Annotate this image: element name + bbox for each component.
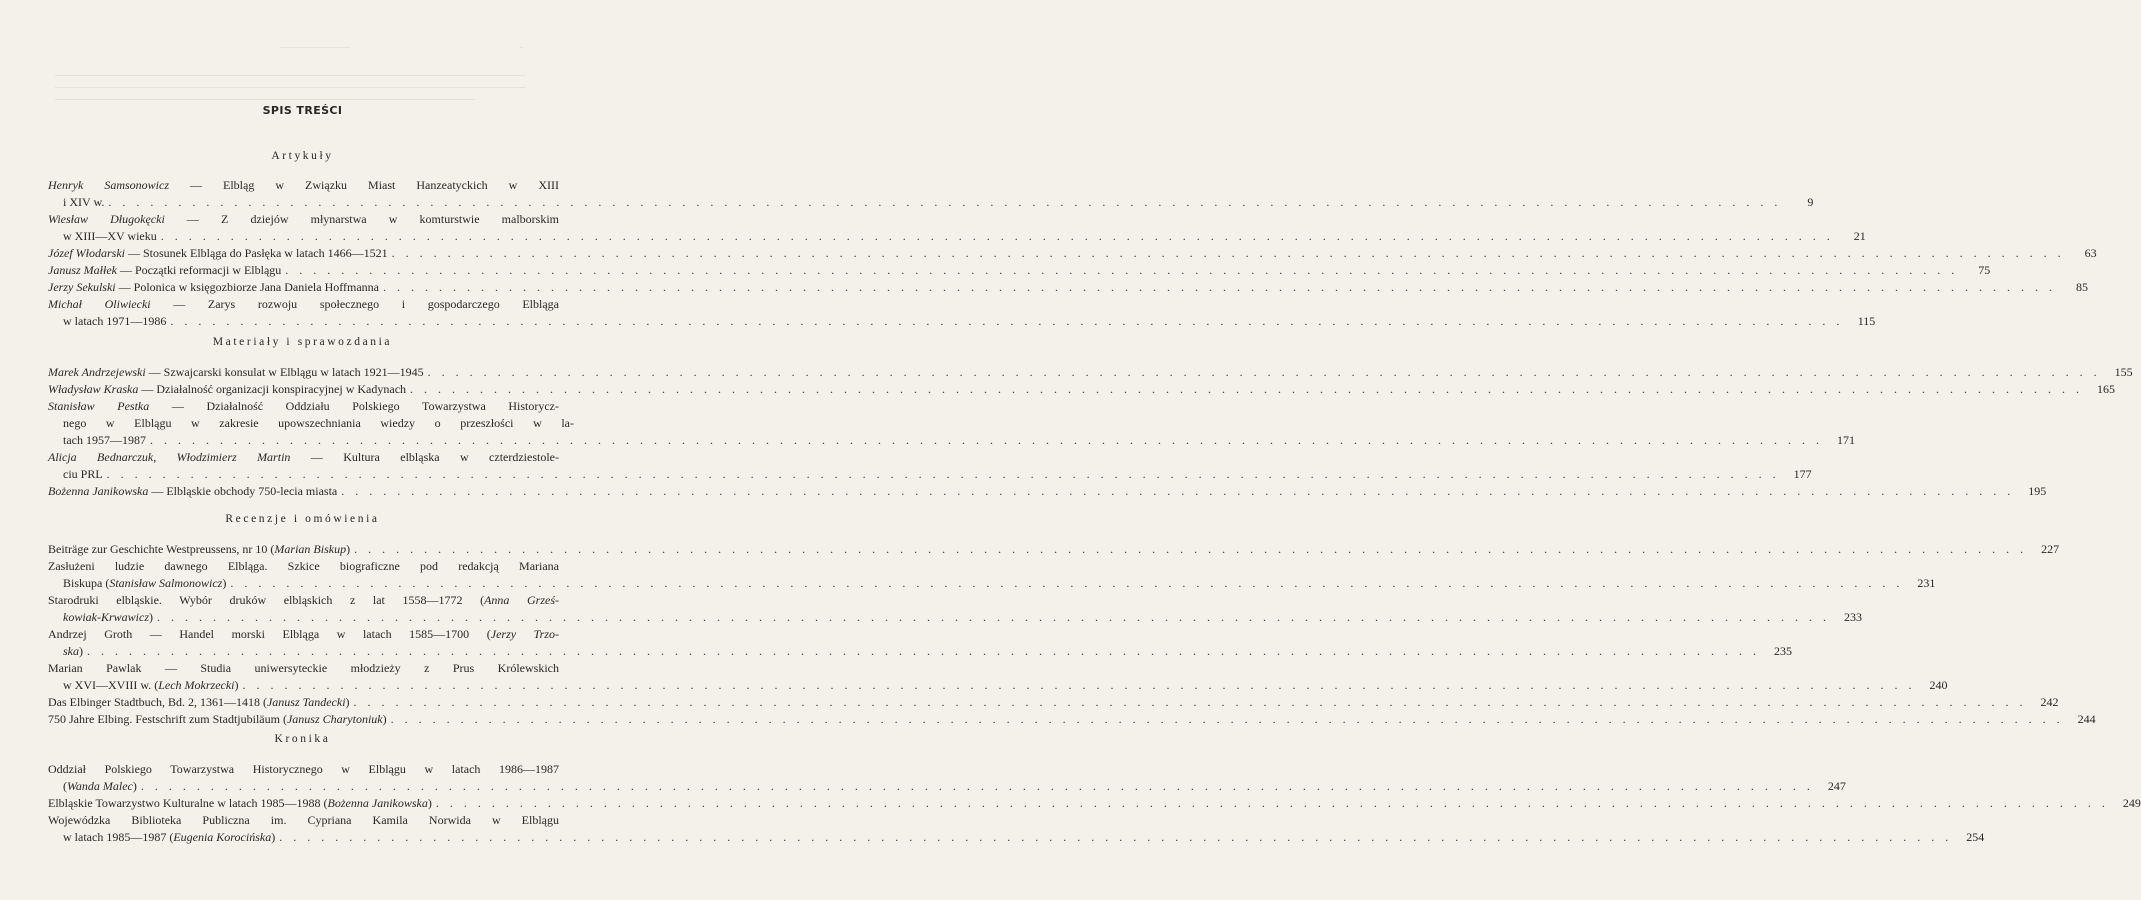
leader-dots: . . . . . . . . . . . . . . . . . . . . . . . . . . . . . . . . . . . . . . . . . . . . . . . . . . . . . . . . . . . . . . . . . . . . . . . . . . . . . . . . . . . . . . . . . . . . . . . . . . . . . . . . . . . . . . . . . . . . . . . . bbox=[285, 263, 1959, 277]
page-number: 177 bbox=[1793, 467, 1812, 481]
toc-entry-line bbox=[48, 558, 559, 575]
entry-text: ciu PRL bbox=[63, 467, 103, 481]
toc-entry-line bbox=[48, 415, 574, 432]
toc-entry-line bbox=[48, 592, 559, 609]
toc-entry-line bbox=[48, 228, 1866, 245]
entry-text: w latach 1971—1986 bbox=[63, 314, 167, 328]
entry-text: Starodruki elbląskie. Wybór druków elbląskich z lat 1558—1772 (Anna Grześ- bbox=[48, 593, 559, 607]
page-number: 75 bbox=[1978, 263, 1991, 277]
entry-text: tach 1957—1987 bbox=[63, 433, 146, 447]
leader-dots: . . . . . . . . . . . . . . . . . . . . . . . . . . . . . . . . . . . . . . . . . . . . . . . . . . . . . . . . . . . . . . . . . . . . . . . . . . . . . . . . . . . . . . . . . . . . . . . . . . . . . . . . . . . . . . . . . . . . . . . . bbox=[353, 695, 2027, 709]
leader-dots: . . . . . . . . . . . . . . . . . . . . . . . . . . . . . . . . . . . . . . . . . . . . . . . . . . . . . . . . . . . . . . . . . . . . . . . . . . . . . . . . . . . . . . . . . . . . . . . . . . . . . . . . . . . . . . . . . . . . . . . . bbox=[383, 280, 2057, 294]
entry-text: Jerzy Sekulski — Polonica w księgozbiorze Jana Daniela Hoffmanna bbox=[48, 280, 380, 294]
entry-text: (Wanda Malec) bbox=[63, 779, 137, 793]
toc-entry-line bbox=[48, 711, 2096, 728]
toc-entry-line bbox=[48, 296, 559, 313]
leader-dots: . . . . . . . . . . . . . . . . . . . . . . . . . . . . . . . . . . . . . . . . . . . . . . . . . . . . . . . . . . . . . . . . . . . . . . . . . . . . . . . . . . . . . . . . . . . . . . . . . . . . . . . . . . . . . . . . . . . . . . . . bbox=[391, 246, 2065, 260]
leader-dots: . . . . . . . . . . . . . . . . . . . . . . . . . . . . . . . . . . . . . . . . . . . . . . . . . . . . . . . . . . . . . . . . . . . . . . . . . . . . . . . . . . . . . . . . . . . . . . . . . . . . . . . . . . . . . . . . . . . . . . . . bbox=[160, 229, 1834, 243]
entry-text: w XIII—XV wieku bbox=[63, 229, 157, 243]
leader-dots: . . . . . . . . . . . . . . . . . . . . . . . . . . . . . . . . . . . . . . . . . . . . . . . . . . . . . . . . . . . . . . . . . . . . . . . . . . . . . . . . . . . . . . . . . . . . . . . . . . . . . . . . . . . . . . . . . . . . . . . . bbox=[435, 796, 2109, 810]
entry-text: Henryk Samsonowicz — Elbląg w Związku Miast Hanzeatyckich w XIII bbox=[48, 178, 560, 192]
entry-text: w XVI—XVIII w. (Lech Mokrzecki) bbox=[63, 678, 239, 692]
entry-text: ska) bbox=[63, 644, 83, 658]
toc-entry-line bbox=[48, 795, 2141, 812]
page-number: 242 bbox=[2040, 695, 2059, 709]
entry-text: Wiesław Długokęcki — Z dziejów młynarstwa w komturstwie malborskim bbox=[48, 212, 560, 226]
toc-entry-line bbox=[48, 778, 1846, 795]
toc-entry-line bbox=[48, 829, 1985, 846]
toc-entry-line bbox=[48, 660, 559, 677]
leader-dots: . . . . . . . . . . . . . . . . . . . . . . . . . . . . . . . . . . . . . . . . . . . . . . . . . . . . . . . . . . . . . . . . . . . . . . . . . . . . . . . . . . . . . . . . . . . . . . . . . . . . . . . . . . . . . . . . . . . . . . . . bbox=[106, 467, 1780, 481]
entry-text: Oddział Polskiego Towarzystwa Historycznego w Elblągu w latach 1986—1987 bbox=[48, 762, 559, 776]
leader-dots: . . . . . . . . . . . . . . . . . . . . . . . . . . . . . . . . . . . . . . . . . . . . . . . . . . . . . . . . . . . . . . . . . . . . . . . . . . . . . . . . . . . . . . . . . . . . . . . . . . . . . . . . . . . . . . . . . . . . . . . . bbox=[108, 195, 1782, 209]
page-number: 115 bbox=[1857, 314, 1876, 328]
toc-entry-line bbox=[48, 211, 559, 228]
page-number: 171 bbox=[1837, 433, 1855, 447]
page-title: SPIS TREŚCI bbox=[262, 104, 343, 117]
leader-dots: . . . . . . . . . . . . . . . . . . . . . . . . . . . . . . . . . . . . . . . . . . . . . . . . . . . . . . . . . . . . . . . . . . . . . . . . . . . . . . . . . . . . . . . . . . . . . . . . . . . . . . . . . . . . . . . . . . . . . . . . bbox=[390, 712, 2064, 726]
toc-entry-line bbox=[48, 541, 2060, 558]
leader-dots: . . . . . . . . . . . . . . . . . . . . . . . . . . . . . . . . . . . . . . . . . . . . . . . . . . . . . . . . . . . . . . . . . . . . . . . . . . . . . . . . . . . . . . . . . . . . . . . . . . . . . . . . . . . . . . . . . . . . . . . . bbox=[341, 484, 2015, 498]
toc-entry-line bbox=[48, 279, 2089, 296]
leader-dots: . . . . . . . . . . . . . . . . . . . . . . . . . . . . . . . . . . . . . . . . . . . . . . . . . . . . . . . . . . . . . . . . . . . . . . . . . . . . . . . . . . . . . . . . . . . . . . . . . . . . . . . . . . . . . . . . . . . . . . . . bbox=[427, 365, 2101, 379]
page-number: 155 bbox=[2114, 365, 2133, 379]
toc-entry-line bbox=[48, 761, 559, 778]
entry-text: Marek Andrzejewski — Szwajcarski konsulat w Elblągu w latach 1921—1945 bbox=[48, 365, 424, 379]
leader-dots: . . . . . . . . . . . . . . . . . . . . . . . . . . . . . . . . . . . . . . . . . . . . . . . . . . . . . . . . . . . . . . . . . . . . . . . . . . . . . . . . . . . . . . . . . . . . . . . . . . . . . . . . . . . . . . . . . . . . . . . . bbox=[354, 542, 2028, 556]
toc-entry-line bbox=[48, 245, 2097, 262]
entry-text: Michał Oliwiecki — Zarys rozwoju społecznego i gospodarczego Elbląga bbox=[48, 297, 559, 311]
entry-text: nego w Elblągu w zakresie upowszechniania wiedzy o przeszłości w la- bbox=[63, 416, 574, 430]
leader-dots: . . . . . . . . . . . . . . . . . . . . . . . . . . . . . . . . . . . . . . . . . . . . . . . . . . . . . . . . . . . . . . . . . . . . . . . . . . . . . . . . . . . . . . . . . . . . . . . . . . . . . . . . . . . . . . . . . . . . . . . . bbox=[150, 433, 1823, 447]
section-heading: Kronika bbox=[274, 733, 331, 745]
page-number: 85 bbox=[2076, 280, 2089, 294]
entry-text: Alicja Bednarczuk, Włodzimierz Martin — Kultura elbląska w czterdziestole- bbox=[48, 450, 560, 464]
leader-dots: . . . . . . . . . . . . . . . . . . . . . . . . . . . . . . . . . . . . . . . . . . . . . . . . . . . . . . . . . . . . . . . . . . . . . . . . . . . . . . . . . . . . . . . . . . . . . . . . . . . . . . . . . . . . . . . . . . . . . . . . bbox=[410, 382, 2084, 396]
bleed-through-text bbox=[0, 0, 605, 110]
leader-dots: . . . . . . . . . . . . . . . . . . . . . . . . . . . . . . . . . . . . . . . . . . . . . . . . . . . . . . . . . . . . . . . . . . . . . . . . . . . . . . . . . . . . . . . . . . . . . . . . . . . . . . . . . . . . . . . . . . . . . . . . bbox=[140, 779, 1814, 793]
toc-entry-line bbox=[48, 609, 1862, 626]
page-number: 231 bbox=[1917, 576, 1936, 590]
toc-entry-line bbox=[48, 432, 1855, 449]
toc-entry-line bbox=[48, 626, 559, 643]
leader-dots: . . . . . . . . . . . . . . . . . . . . . . . . . . . . . . . . . . . . . . . . . . . . . . . . . . . . . . . . . . . . . . . . . . . . . . . . . . . . . . . . . . . . . . . . . . . . . . . . . . . . . . . . . . . . . . . . . . . . . . . . bbox=[157, 610, 1830, 624]
page-number: 227 bbox=[2041, 542, 2060, 556]
section-heading: Artykuły bbox=[271, 150, 334, 162]
page-number: 21 bbox=[1853, 229, 1866, 243]
toc-entry-line bbox=[48, 313, 1876, 330]
entry-text: Marian Pawlak — Studia uniwersyteckie młodzieży z Prus Królewskich bbox=[48, 661, 559, 675]
toc-entry-line bbox=[48, 262, 1991, 279]
entry-text: Józef Włodarski — Stosunek Elbląga do Pasłęka w latach 1466—1521 bbox=[48, 246, 388, 260]
page-number: 249 bbox=[2122, 796, 2141, 810]
section-heading: Recenzje i omówienia bbox=[225, 513, 380, 525]
toc-entry-line bbox=[48, 364, 2133, 381]
entry-text: kowiak-Krwawicz) bbox=[63, 610, 153, 624]
toc-entry-line bbox=[48, 466, 1812, 483]
entry-text: Biskupa (Stanisław Salmonowicz) bbox=[63, 576, 227, 590]
entry-text: Elbląskie Towarzystwo Kulturalne w latach 1985—1988 (Bożenna Janikowska) bbox=[48, 796, 432, 810]
toc-entry-line bbox=[48, 398, 559, 415]
page-number: 9 bbox=[1807, 195, 1814, 209]
page-number: 247 bbox=[1827, 779, 1846, 793]
page-number: 63 bbox=[2084, 246, 2097, 260]
leader-dots: . . . . . . . . . . . . . . . . . . . . . . . . . . . . . . . . . . . . . . . . . . . . . . . . . . . . . . . . . . . . . . . . . . . . . . . . . . . . . . . . . . . . . . . . . . . . . . . . . . . . . . . . . . . . . . . . . . . . . . . . bbox=[279, 830, 1953, 844]
toc-entry-line bbox=[48, 575, 1936, 592]
page-number: 235 bbox=[1774, 644, 1792, 658]
leader-dots: . . . . . . . . . . . . . . . . . . . . . . . . . . . . . . . . . . . . . . . . . . . . . . . . . . . . . . . . . . . . . . . . . . . . . . . . . . . . . . . . . . . . . . . . . . . . . . . . . . . . . . . . . . . . . . . . . . . . . . . . bbox=[87, 644, 1760, 658]
toc-entry-line bbox=[48, 177, 559, 194]
entry-text: Andrzej Groth — Handel morski Elbląga w latach 1585—1700 (Jerzy Trzo- bbox=[48, 627, 560, 641]
entry-text: Zasłużeni ludzie dawnego Elbląga. Szkice biograficzne pod redakcją Mariana bbox=[48, 559, 559, 573]
page-number: 254 bbox=[1966, 830, 1985, 844]
toc-entry-line bbox=[48, 812, 559, 829]
entry-text: Władysław Kraska — Działalność organizacji konspiracyjnej w Kadynach bbox=[48, 382, 407, 396]
page-number: 233 bbox=[1844, 610, 1862, 624]
toc-entry-line bbox=[48, 643, 1792, 660]
toc-entry-line bbox=[48, 194, 1814, 211]
leader-dots: . . . . . . . . . . . . . . . . . . . . . . . . . . . . . . . . . . . . . . . . . . . . . . . . . . . . . . . . . . . . . . . . . . . . . . . . . . . . . . . . . . . . . . . . . . . . . . . . . . . . . . . . . . . . . . . . . . . . . . . . bbox=[242, 678, 1916, 692]
toc-entry-line bbox=[48, 449, 559, 466]
toc-entry-line bbox=[48, 381, 2116, 398]
entry-text: Wojewódzka Biblioteka Publiczna im. Cypriana Kamila Norwida w Elblągu bbox=[48, 813, 559, 827]
toc-entry-line bbox=[48, 483, 2047, 500]
entry-text: Das Elbinger Stadtbuch, Bd. 2, 1361—1418 (Janusz Tandecki) bbox=[48, 695, 350, 709]
entry-text: Beiträge zur Geschichte Westpreussens, nr 10 (Marian Biskup) bbox=[48, 542, 351, 556]
entry-text: 750 Jahre Elbing. Festschrift zum Stadtjubiläum (Janusz Charytoniuk) bbox=[48, 712, 387, 726]
entry-text: Stanisław Pestka — Działalność Oddziału Polskiego Towarzystwa Historycz- bbox=[48, 399, 560, 413]
toc-entry-line bbox=[48, 694, 2059, 711]
page-number: 165 bbox=[2097, 382, 2116, 396]
page-number: 240 bbox=[1929, 678, 1948, 692]
toc-entry-line bbox=[48, 677, 1948, 694]
leader-dots: . . . . . . . . . . . . . . . . . . . . . . . . . . . . . . . . . . . . . . . . . . . . . . . . . . . . . . . . . . . . . . . . . . . . . . . . . . . . . . . . . . . . . . . . . . . . . . . . . . . . . . . . . . . . . . . . . . . . . . . . bbox=[170, 314, 1844, 328]
entry-text: i XIV w. bbox=[63, 195, 105, 209]
entry-text: Bożenna Janikowska — Elbląskie obchody 750-lecia miasta bbox=[48, 484, 338, 498]
page-number: 195 bbox=[2028, 484, 2047, 498]
section-heading: Materiały i sprawozdania bbox=[212, 336, 393, 348]
entry-text: w latach 1985—1987 (Eugenia Korocińska) bbox=[63, 830, 276, 844]
entry-text: Janusz Małłek — Początki reformacji w Elblągu bbox=[48, 263, 282, 277]
leader-dots: . . . . . . . . . . . . . . . . . . . . . . . . . . . . . . . . . . . . . . . . . . . . . . . . . . . . . . . . . . . . . . . . . . . . . . . . . . . . . . . . . . . . . . . . . . . . . . . . . . . . . . . . . . . . . . . . . . . . . . . . bbox=[230, 576, 1904, 590]
page-number: 244 bbox=[2077, 712, 2096, 726]
